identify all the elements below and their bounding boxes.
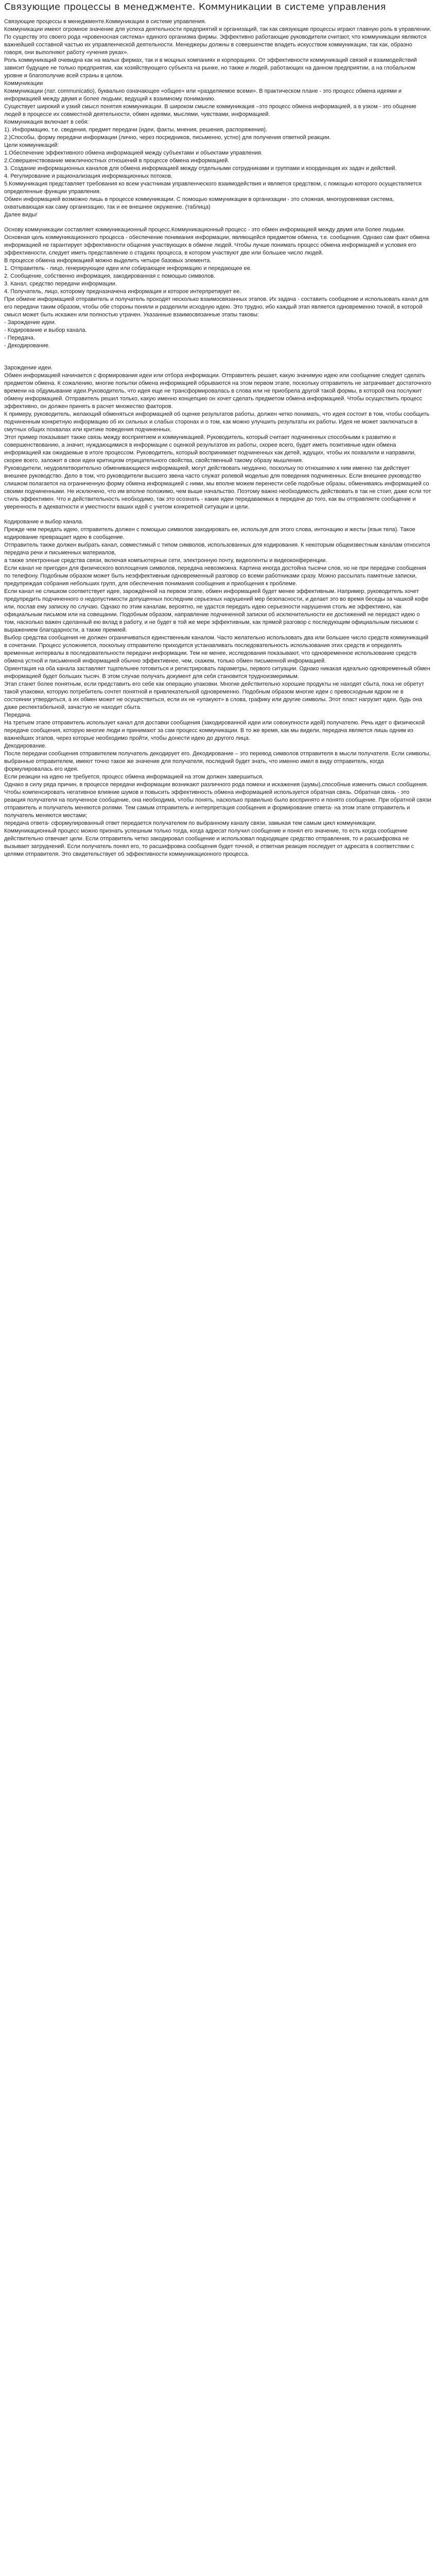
article-paragraph: Если канал не слишком соответствует идее, зарождённой на первом этапе, обмен информацией будет менее эффективным. Например, руководитель хочет предупредить подчиненного о недопустимости допущенных последним серьезных нарушений мер безопасности, и делает это во время беседы за чашкой кофе или, послав ему записку по случаю. Однако по этим каналам, вероятно, не удастся передать идею серьезности нарушения столь же эффективно, как официальным письмом или на совещании. Подобным образом, направление подчиненной записки об исключительности ее достижений не передаст идею о том, насколько важен сделанный ею вклад в работу, и не будет в той же мере эффективным, как прямой разговор с последующим официальным письмом с выражением благодарности, а также премией. — [4, 588, 430, 633]
article-paragraph: Если канал не пригоден для физического воплощения символов, передача невозможна. Картина иногда достойна тысячи слов, но не при передаче сообщения по телефону. Подобным образом может быть неэффективным одновременный разговор со всеми работниками сразу. Можно рассылать памятные записки, предупреждая собрания небольших групп, для обеспечения понимания сообщения и приобщения к проблеме. — [4, 565, 428, 587]
article-paragraph: После передачи сообщения отправителем получатель декодирует его. Декодирование – это перевод символов отправителя в мысли получателя. Если символы, выбранные отправителем, имеют точно такое же значение для получателя, последний будет знать, что именно имел в виду отправитель, когда формулировалась его идея. — [4, 751, 432, 772]
article-paragraph: Цели коммуникаций: — [4, 142, 59, 148]
article-paragraph: 2.)Способы, форму передачи информации (лично, через посредников, письменно, устно) для получения ответной реакции. — [4, 134, 331, 141]
article-paragraph: Коммуникационный процесс можно признать успешным только тогда, когда адресат получил сообщение и понял его значение, то есть когда сообщение действительно отвечает цели. Если отправитель четко закодировал сообщение и использовал подходящее средство отправления, то и расшифровка не вызывает затруднений. Если получатель понял его, то расшифровка сообщения будет точной, и ответная реакция последует от адресата в соответствии с целями отправителя. Это свидетельствует об эффективности коммуникационного процесса. — [4, 828, 416, 857]
article-paragraph: Далее виды! — [4, 212, 38, 218]
page — [0, 0, 436, 874]
article-paragraph: Если реакции на идею не требуется, процесс обмена информацией на этом должен завершиться. — [4, 774, 264, 780]
article-paragraph: - Зарождение идеи. — [4, 319, 56, 326]
article-paragraph: передача ответа- сформулированный ответ передается получателем по выбранному каналу связи, замыкая тем самым цикл коммуникации. — [4, 820, 377, 826]
article-paragraph: Этап станет более понятным, если представить его себе как операцию упаковки. Многие действительно хорошие продукты не находят сбыта, пока не обретут такой упаковки, которую потребитель сочтет понятной и привлекательной одновременно. Подобным образом многие идеи с превосходным ядром не в состоянии утвердиться, а их обмен может не осуществиться, если их не «упакуют» в слова, графику или другие символы. Этот пласт нагрузит идеи, будь она даже респектабельной, зачастую не находит сбыта. — [4, 681, 426, 710]
article-paragraph: Обмен информацией возможно лишь в процессе коммуникации. С помощью коммуникации в организации - это сложная, многоуровневая система, охватывающая как саму организацию, так и ее внешнее окружение. (таблица) — [4, 196, 396, 210]
article-paragraph: Коммуникации — [4, 80, 43, 87]
article-paragraph: - Декодирование. — [4, 343, 50, 349]
blank-line — [4, 219, 432, 226]
article-paragraph: 5.Коммуникация представляет требования ко всем участникам управленческого взаимодействия и является средством, с помощью которого осуществляется определенные функции управления. — [4, 181, 424, 195]
article-paragraph: 2.Совершенствование межличностных отношений в процессе обмена информацией. — [4, 158, 230, 164]
article-paragraph: Передача. — [4, 712, 32, 718]
article-paragraph: Основу коммуникации составляет коммуникационный процесс.Коммуникационный процесс - это обмен информацией между двумя или более людьми. — [4, 227, 405, 233]
article-paragraph: 4. Регулирование и рационализация информационных потоков. — [4, 173, 173, 179]
article-paragraph: 3. Создание информационных каналов для обмена информацией между отдельными сотрудниками и группами и координация их задач и действий. — [4, 165, 397, 172]
article-paragraph: Коммуникации (лат. communicatio), буквально означающее «общее» или «разделяемое всеми». В практическом плане - это процесс обмена идеями и информацией между двумя и более людьми, ведущий к взаимному пониманию. — [4, 88, 404, 102]
article-paragraph: Обмен информацией начинается с формирования идеи или отбора информации. Отправитель решает, какую значимую идею или сообщение следует сделать предметом обмена. К сожалению, многие попытки обмена информацией обрываются на этом первом этапе, поскольку отправитель не затрачивает достаточного времени на обдумывание идеи.Руководитель, что идея еще не трансформировалась в слова или не приобрела другой такой формы, в которой она послужит обмену информацией. Отправитель решил только, какую именно концепцию он хочет сделать предметом обмена информацией. Чтобы осуществить процесс эффективно, он должен принять в расчет множество факторов. — [4, 372, 433, 410]
article-paragraph: Существует широкий и узкий смысл понятия коммуникации. В широком смысле коммуникация –это процесс обмена информацией, а в узком - это общение людей в процессе их совместной деятельности, обмен идеями, мыслями, чувствами, информацией. — [4, 104, 418, 117]
article-paragraph: - Передача. — [4, 335, 35, 341]
article-paragraph: 1). Информацию, т.е. сведения, предмет передачи (идеи, факты, мнения, решения, распоряжения). — [4, 127, 268, 133]
article-paragraph: - Кодирование и выбор канала. — [4, 327, 87, 333]
blank-line — [4, 511, 432, 518]
article-paragraph: 4. Получатель, лицо, которому предназначена информация и которое интерпретирует ее. — [4, 289, 241, 295]
blank-line — [4, 357, 432, 364]
article-paragraph: В процессе обмена информацией можно выделить четыре базовых элемента. — [4, 258, 212, 264]
article-paragraph: На третьем этапе отправитель использует канал для доставки сообщения (закодированной идеи или совокупности идей) получателю. Речь идет о физической передаче сообщения, которую многие люди и принимают за сам процесс коммуникации. В то же время, как мы видели, передача является лишь одним из важнейших этапов, через которые необходимо пройти, чтобы донести идею до другого лица. — [4, 720, 427, 741]
article-paragraph: К примеру, руководитель, желающий обменяться информацией об оценке результатов работы, должен четко понимать, что идея состоит в том, чтобы сообщить подчиненным конкретную информацию об их сильных и слабых сторонах и о том, как можно улучшить результаты их работы. Идея не может заключаться в смутных общих похвалах или критике поведения подчиненных. — [4, 411, 431, 433]
article-paragraph: 3. Канал, средство передачи информации. — [4, 281, 117, 287]
article-paragraph: Зарождение идеи. — [4, 365, 53, 371]
article-paragraph: Декодирование. — [4, 743, 47, 749]
article-paragraph: Отправитель также должен выбрать канал, совместимый с типом символов, использованных для кодирования. К некоторым общеизвестным каналам относится передача речи и письменных материалов, — [4, 542, 432, 556]
article-body — [4, 18, 432, 858]
article-paragraph: а также электронные средства связи, включая компьютерные сети, электронную почту, видеоленты и видеоконференции. — [4, 557, 327, 564]
article-paragraph: Выбор средства сообщения не должен ограничиваться единственным каналом. Часто желательно использовать два или большее число средств коммуникаций в сочетании. Процесс усложняется, поскольку отправителю приходится устанавливать последовательность использования этих средств и определять временные интервалы в последовательности передачи информации. Тем не менее, исследования показывают, что одновременное использование средств обмена устной и письменной информацией обычно эффективнее, чем, скажем, только обмен письменной информацией. — [4, 635, 430, 664]
article-paragraph: Чтобы компенсировать негативное влияние шумов и повысить эффективность обмена информацией используется обратная связь. Обратная связь - это реакция получателя на полученное сообщение, она необходима, чтобы понять, насколько правильно было воспринято и понято сообщение. При обратной связи отправитель и получатель меняются ролями. Тем самым отправитель и интерпретация сообщения и формирование ответа- на этом этапе отправитель и получатель меняются местами; — [4, 789, 433, 819]
article-paragraph: Связующие процессы в менеджменте.Коммуникации в системе управления. — [4, 19, 206, 25]
article-paragraph: Коммуникации имеют огромное значение для успеха деятельности предприятий и организаций, так как связующие процессы играют главную роль в управлении. По существу это своего рода «кровеносная система» единого организма фирмы. Эффективно работающие руководители считают, что коммуникации являются важнейшей составной частью их управленческой деятельности. Менеджеры должны в совершенстве владеть искусством коммуникации, так как, образно говоря, они выполняют работу «учения руках». — [4, 26, 433, 56]
article-paragraph: 2. Сообщение, собственно информация, закодированная с помощью символов. — [4, 273, 216, 279]
article-paragraph: Этот пример показывает также связь между восприятием и коммуникацией. Руководитель, который считает подчиненных способными к развитию и совершенствованию, а значит, нуждающимися в информации с оценкой результатов их работы, скорее всего, будет иметь позитивные идеи обмена информацией как ожидаемые в итоге процессом. Руководитель, который воспринимает подчиненных как детей, ждущих, чтобы их похвалили и направили, скорее всего, заложит в свои идеи критицизм отрицательного свойства, свойственный такому образу мышления. — [4, 434, 417, 464]
article-paragraph: Кодирование и выбор канала. — [4, 519, 83, 525]
article-paragraph: Руководители, неудовлетворительно обменивающиеся информацией, могут действовать неудачно, поскольку по отношению к ним именно так действует внешнее руководство. Дело в том, что руководители высшего звена часто служат ролевой моделью для поведения подчиненных. Если внешнее руководство слишком полагается на ограниченную форму обмена информацией с ними, мы вполне можем перенести себе подобные образы, обмениваясь информацией со своими подчиненными. Не исключено, что им вполне положимо, чем выше начальство. Поэтому важно необходимость действовать в так не стоит, даже если тот стиль эффективен. Что и действительность необходимо, так это осознать - какие идеи передаваемых в передаче до того, как вы отправляете сообщение и уверенность в адекватности и уместности ваших идей с учетом конкретной ситуации и цели. — [4, 465, 433, 510]
blank-line — [4, 350, 432, 357]
article-title: Связующие процессы в менеджменте. Коммуникации в системе управления — [4, 2, 386, 12]
article-paragraph: Однако в силу ряда причин, в процессе передачи информации возникают различного рода помехи и искажения (шумы),способные изменить смысл сообщения. — [4, 782, 428, 788]
article-paragraph: Роль коммуникаций очевидна как на малых фирмах, так и в мощных компаниях и корпорациях. От эффективности коммуникаций связей и взаимодействий зависит будущее не только предприятия, как хозяйствующего субъекта на рынке, но также и людей, работающих на данном предприятии, а на глобальном уровне и благополучие всей страны в целом. — [4, 57, 418, 79]
article-paragraph: Коммуникация включает в себя: — [4, 119, 89, 125]
article-paragraph: Прежде чем передать идею, отправитель должен с помощью символов закодировать ее, используя для этого слова, интонацию и жесты (язык тела). Такое кодирование превращает идею в сообщение. — [4, 527, 417, 540]
article-paragraph: При обмене информацией отправитель и получатель проходят несколько взаимосвязанных этапов. Их задача - составить сообщение и использовать канал для его передачи таким образом, чтобы обе стороны поняли и разделили исходную идею. Это трудно, ибо каждый этап является одновременно точкой, в которой смысл может быть искажен или полностью утрачен. Указанные взаимосвязанные этапы таковы: — [4, 296, 430, 318]
article-paragraph: Ориентация на оба канала заставляет тщательнее готовиться и регистрировать параметры, первого ситуации. Однако никакая идеально одновременный обмен информацией будет больших тысяч. В этом случае получать документ для себя становится трудноизмеримым. — [4, 666, 432, 680]
article-paragraph: Основная цель коммуникационного процесса - обеспечение понимания информации, являющейся предметом обмена, т.е. сообщения. Однако сам факт обмена информацией не гарантирует эффективности общения участвующих в обмене людей. Чтобы лучше понимать процесс обмена информацией и условия его эффективности, следует иметь представление о стадиях процесса, в котором участвуют две или большее число людей. — [4, 234, 431, 256]
article-paragraph: 1. Отправитель - лицо, генерирующее идеи или собирающее информацию и передающее ее. — [4, 265, 252, 272]
article-paragraph: 1.Обеспечение эффективного обмена информацией между субъектами и объектами управления. — [4, 150, 263, 156]
